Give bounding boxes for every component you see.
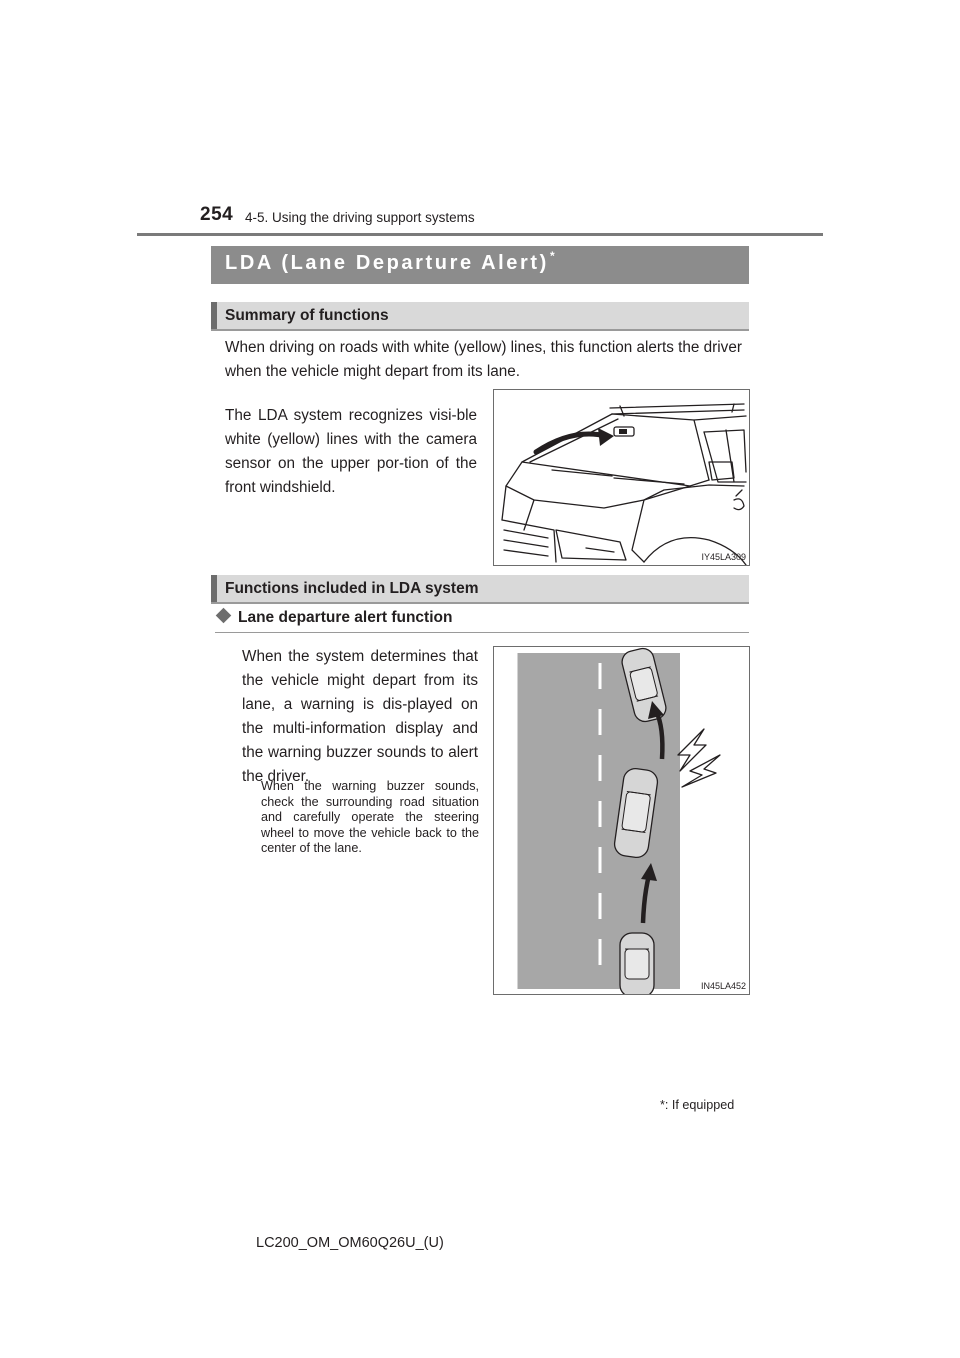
page-number: 254 <box>200 204 234 225</box>
header-divider <box>137 233 823 236</box>
heading-underline <box>211 602 749 604</box>
page-title-bar <box>211 246 749 284</box>
functions-heading: Functions included in LDA system <box>225 580 479 597</box>
vehicle-front-drawing <box>494 390 749 565</box>
summary-heading: Summary of functions <box>225 307 389 324</box>
heading-accent <box>211 302 217 329</box>
heading-underline <box>211 329 749 331</box>
section-breadcrumb: 4-5. Using the driving support systems <box>245 210 475 225</box>
if-equipped-mark: * <box>549 249 555 263</box>
windshield-camera-illustration <box>493 389 750 566</box>
page-title-text: LDA (Lane Departure Alert) <box>225 252 549 274</box>
footnote <box>660 1098 734 1112</box>
summary-heading-bar <box>211 302 749 329</box>
footnote-mark: * <box>660 1098 665 1112</box>
diamond-bullet-icon <box>216 608 232 624</box>
feature-heading <box>215 609 452 627</box>
feature-divider <box>215 632 749 633</box>
lane-departure-drawing <box>494 647 749 994</box>
summary-recognition-text: The LDA system recognizes visi-ble white (yellow) lines with the camera sensor on the upper por-tion of the front windshield. <box>225 407 477 496</box>
functions-heading-bar <box>211 575 749 602</box>
figure-code: IN45LA452 <box>700 981 746 991</box>
heading-accent <box>211 575 217 602</box>
footnote-text: : If equipped <box>664 1098 735 1112</box>
page-title <box>225 249 555 275</box>
figure-code: IY45LA309 <box>701 552 746 562</box>
feature-note: When the warning buzzer sounds, check the surrounding road situation and carefully operate the steering wheel to move the vehicle back to the center of the lane. <box>261 779 479 856</box>
summary-intro: When driving on roads with white (yellow) lines, this function alerts the driver when the vehicle might depart from its lane. <box>225 339 742 380</box>
lane-departure-illustration <box>493 646 750 995</box>
manual-code: LC200_OM_OM60Q26U_(U) <box>256 1235 444 1251</box>
feature-title: Lane departure alert function <box>238 609 453 626</box>
feature-description: When the system determines that the vehicle might depart from its lane, a warning is dis-played on the multi-information display and the warning buzzer sounds to alert the driver. <box>242 648 478 785</box>
